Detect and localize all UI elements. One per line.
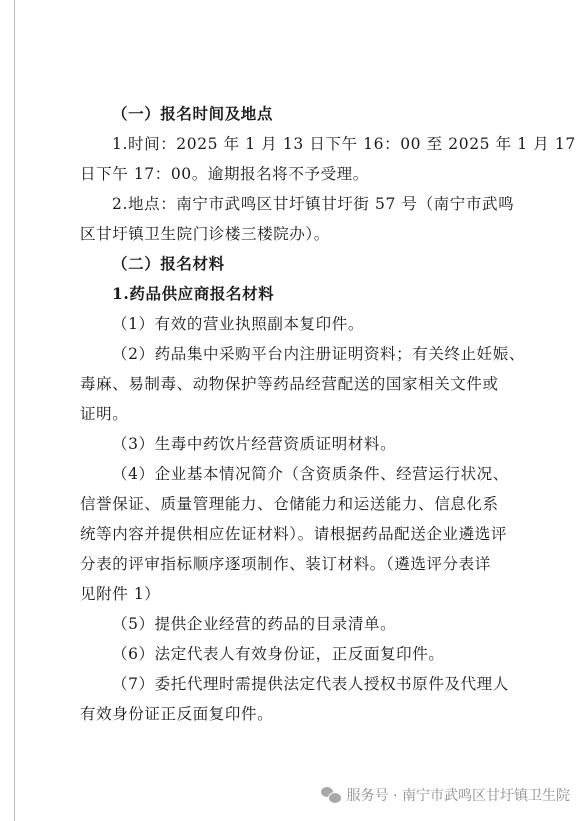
list-item-continuation: 证明。	[80, 405, 129, 423]
list-item-continuation: 毒麻、易制毒、动物保护等药品经营配送的国家相关文件或	[80, 375, 499, 393]
section-heading-materials: （二）报名材料	[112, 254, 225, 273]
service-account-name: 服务号 · 南宁市武鸣区甘圩镇卫生院	[346, 788, 570, 804]
page-edge-divider	[14, 0, 15, 821]
time-paragraph-line: 日下午 17：00。逾期报名将不予受理。	[80, 165, 369, 183]
list-item: （1）有效的营业执照副本复印件。	[112, 315, 364, 333]
list-item: （3）生毒中药饮片经营资质证明材料。	[112, 435, 397, 453]
list-item-continuation: 分表的评审指标顺序逐项制作、装订材料。（遴选评分表详	[80, 555, 491, 573]
place-paragraph-line: 2.地点：南宁市武鸣区甘圩镇甘圩街 57 号（南宁市武鸣	[112, 195, 515, 213]
list-item-continuation: 信誉保证、质量管理能力、仓储能力和运送能力、信息化系	[80, 495, 499, 513]
list-item: （2）药品集中采购平台内注册证明资料；有关终止妊娠、	[112, 345, 525, 363]
list-item: （4）企业基本情况简介（含资质条件、经营运行状况、	[112, 465, 509, 483]
section-heading-time-place: （一）报名时间及地点	[112, 104, 274, 123]
place-paragraph-line: 区甘圩镇卫生院门诊楼三楼院办）。	[80, 225, 330, 243]
list-item-continuation: 统等内容并提供相应佐证材料）。请根据药品配送企业遴选评	[80, 525, 507, 543]
list-item: （7）委托代理时需提供法定代表人授权书原件及代理人	[112, 675, 509, 693]
list-item-continuation: 有效身份证正反面复印件。	[80, 705, 274, 723]
wechat-icon	[321, 787, 341, 803]
service-account-watermark	[321, 785, 570, 805]
list-item-continuation: 见附件 1）	[80, 585, 161, 603]
time-paragraph-line: 1.时间：2025 年 1 月 13 日下午 16：00 至 2025 年 1 月 17	[112, 135, 576, 153]
list-item: （5）提供企业经营的药品的目录清单。	[112, 615, 397, 633]
list-item: （6）法定代表人有效身份证，正反面复印件。	[112, 645, 445, 663]
subheading-supplier-materials: 1.药品供应商报名材料	[112, 284, 275, 303]
